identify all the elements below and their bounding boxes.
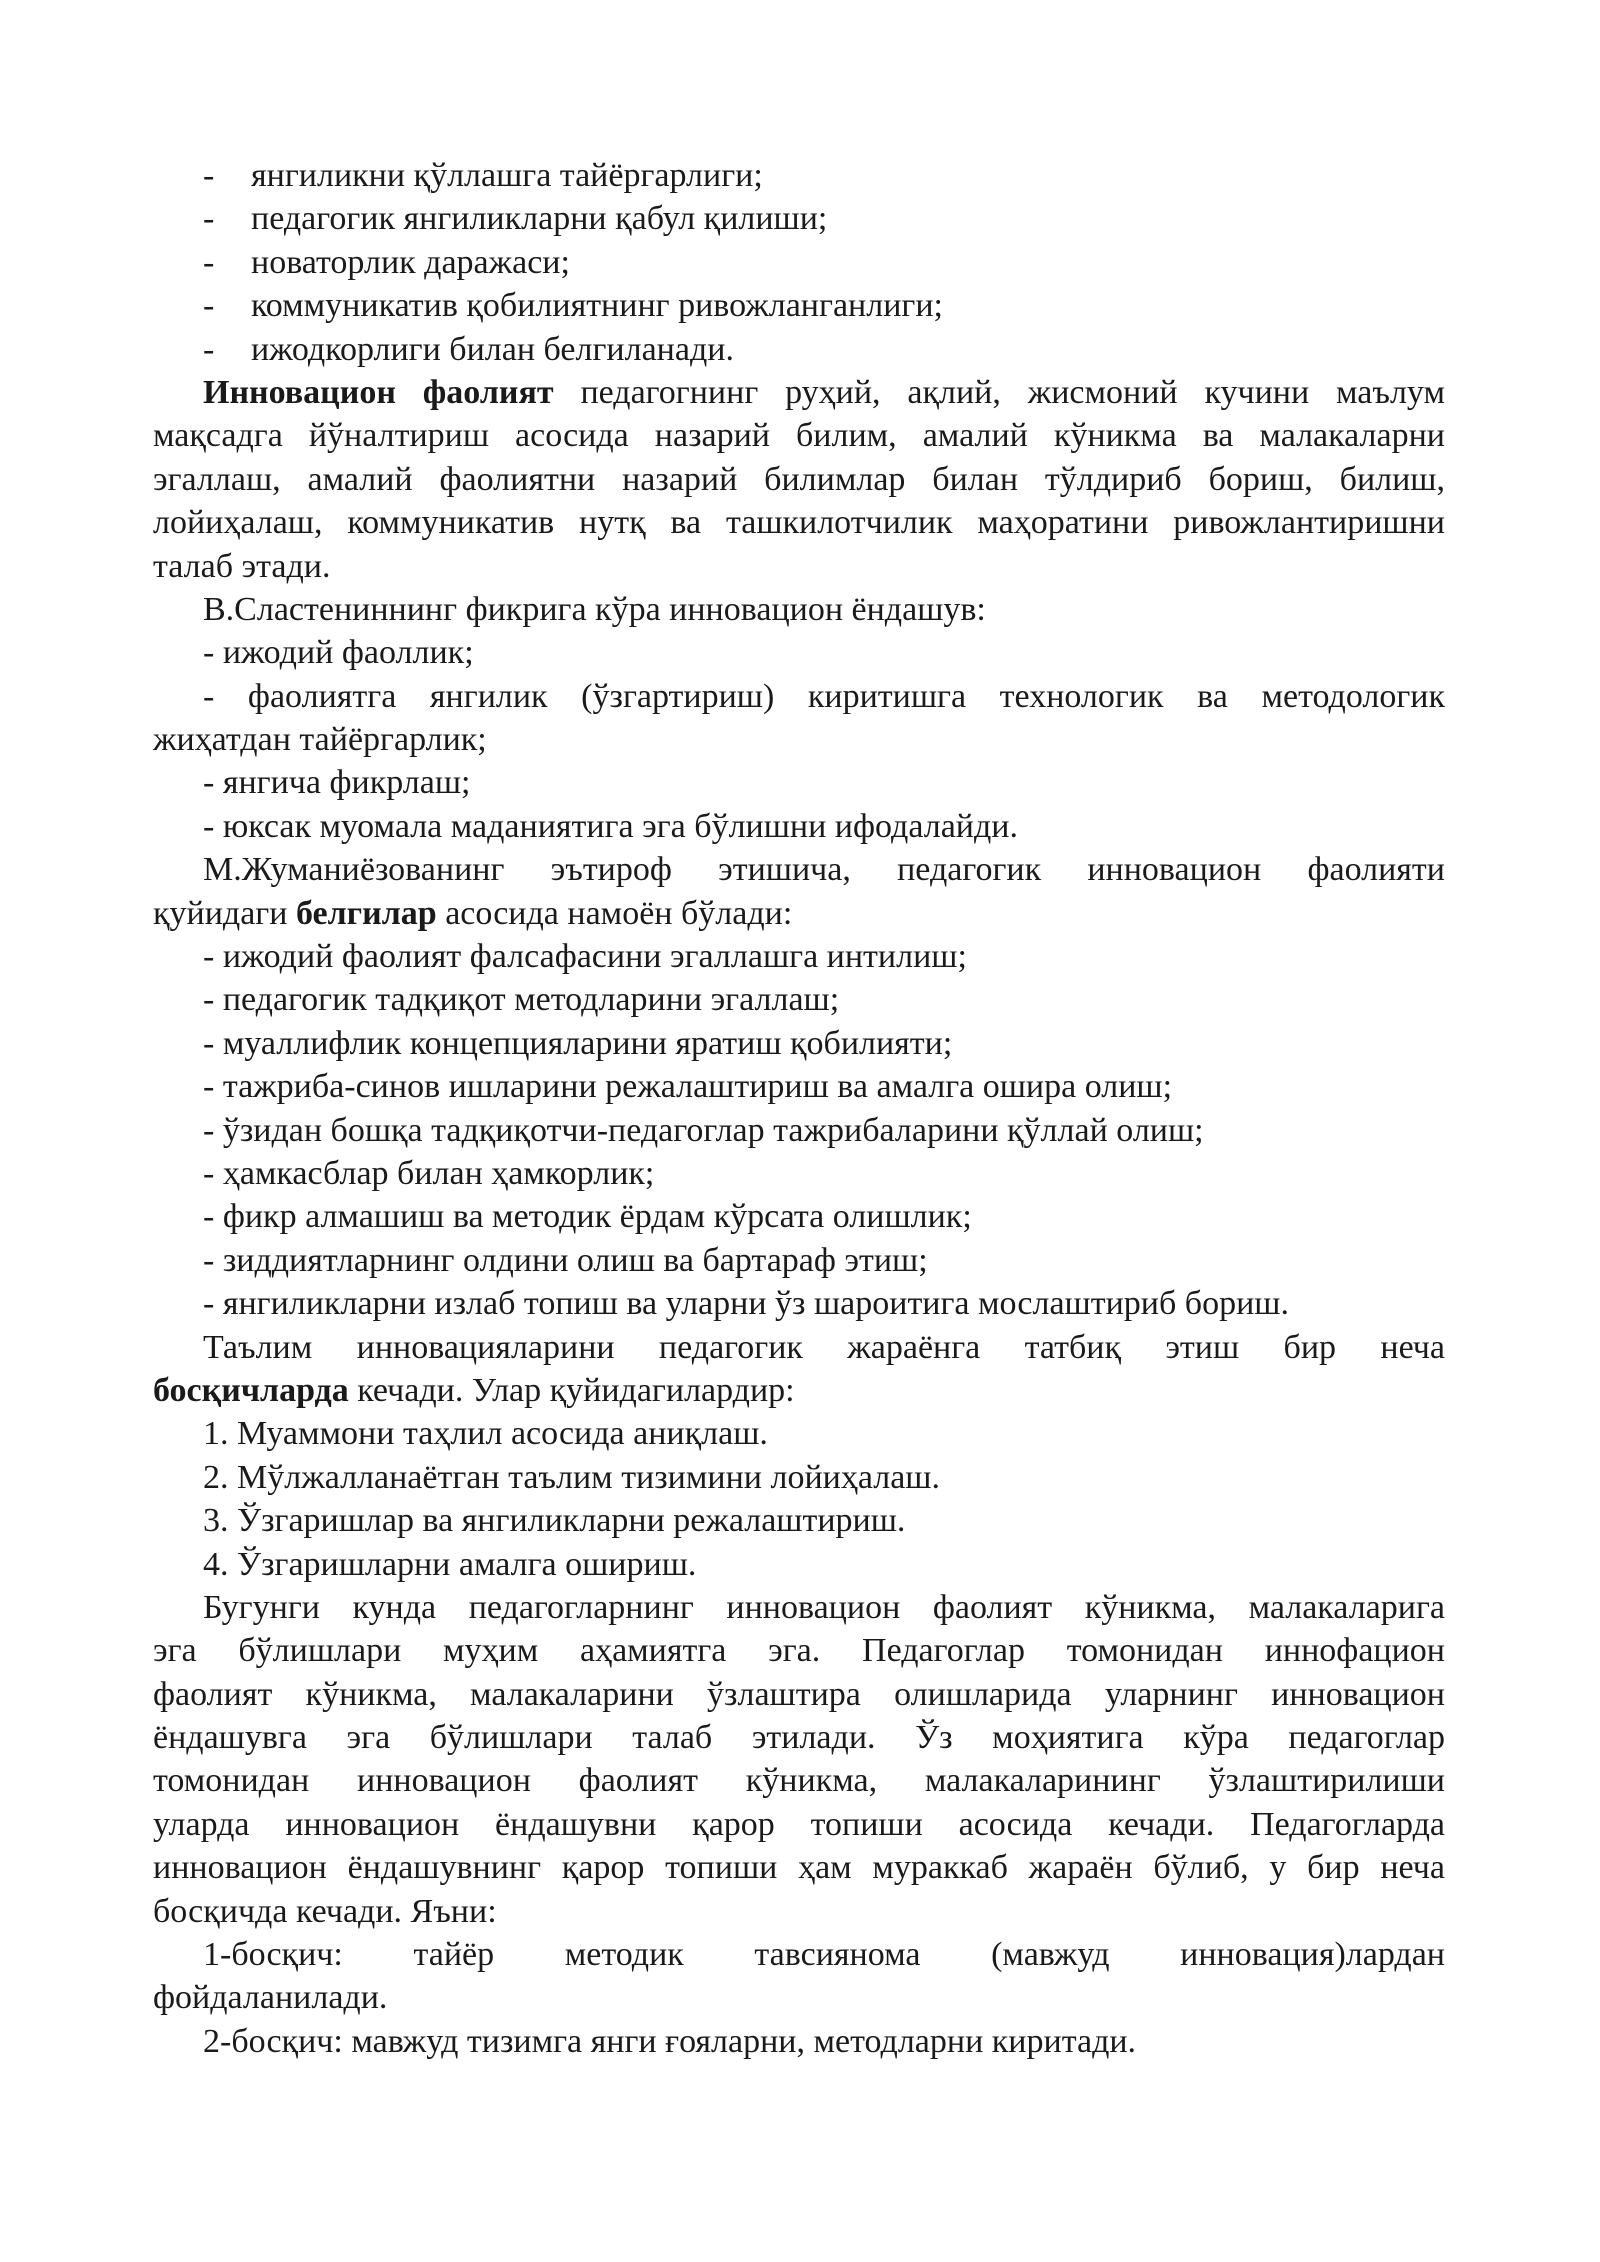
list-item: - янгича фикрлаш;	[203, 764, 471, 802]
list-item-text: ижодкорлиги билан белгиланади.	[251, 330, 734, 368]
list-item	[153, 154, 1445, 197]
paragraph-line: уларда инновацион ёндашувни қарор топиши асосида кечади. Педагогларда	[153, 1805, 1445, 1843]
paragraph-line: талаб этади.	[153, 547, 331, 585]
list-dash: -	[203, 287, 215, 325]
list-item: - фаолиятга янгилик (ўзгартириш) киритишга технологик ва методологик	[203, 677, 1445, 715]
list-dash: -	[203, 330, 215, 368]
paragraph-line: томонидан инновацион фаолият кўникма, малакаларининг ўзлаштирилиши	[153, 1762, 1445, 1800]
bold-term: босқичларда	[153, 1371, 349, 1409]
list-item: - юксак муомала маданиятига эга бўлишни ифодалайди.	[203, 807, 1018, 845]
numbered-item: 1. Муаммони таҳлил асосида аниқлаш.	[203, 1415, 768, 1453]
document-body	[153, 154, 1445, 2063]
paragraph-line: босқичларда кечади. Улар қуйидагилардир:	[153, 1371, 795, 1409]
list-item: - янгиликларни излаб топиш ва уларни ўз шароитига мослаштириб бориш.	[203, 1285, 1289, 1323]
list-item-text: новаторлик даражаси;	[251, 243, 570, 281]
paragraph-line: эгаллаш, амалий фаолиятни назарий билимлар билан тўлдириб бориш, билиш,	[153, 460, 1445, 498]
list-item: - муаллифлик концепцияларини яратиш қобилияти;	[203, 1024, 953, 1062]
paragraph-today	[153, 1586, 1445, 1933]
list-item-continuation: жиҳатдан тайёргарлик;	[153, 721, 487, 759]
list-item: - тажриба-синов ишларини режалаштириш ва амалга ошира олиш;	[203, 1068, 1173, 1106]
list-item: - ижодий фаолият фалсафасини эгаллашга интилиш;	[203, 938, 967, 976]
paragraph-line: 2-босқич: мавжуд тизимга янги ғояларни, методларни киритади.	[203, 2022, 1137, 2060]
list-item	[153, 241, 1445, 284]
paragraph-line: фойдаланилади.	[153, 1979, 388, 2017]
paragraph-line: лойиҳалаш, коммуникатив нутқ ва ташкилотчилик маҳоратини ривожлантиришни	[153, 504, 1445, 542]
paragraph-line: фаолият кўникма, малакаларини ўзлаштира олишларида уларнинг инновацион	[153, 1675, 1445, 1713]
list-item	[153, 328, 1445, 371]
paragraph-line: В.Сластениннинг фикрига кўра инновацион ёндашув:	[203, 590, 986, 628]
paragraph-slastenin	[153, 588, 1445, 848]
paragraph-stages	[153, 1326, 1445, 1586]
paragraph-line: қуйидаги белгилар асосида намоён бўлади:	[153, 894, 793, 932]
paragraph-line: 1-босқич: тайёр методик тавсиянома (мавжуд инновация)лардан	[203, 1936, 1445, 1974]
numbered-item: 4. Ўзгаришларни амалга ошириш.	[203, 1545, 697, 1583]
list-item: - фикр алмашиш ва методик ёрдам кўрсата олишлик;	[203, 1198, 972, 1236]
paragraph-steps	[153, 1933, 1445, 2063]
numbered-item: 3. Ўзгаришлар ва янгиликларни режалаштириш.	[203, 1502, 906, 1540]
list-item: - ўзидан бошқа тадқиқотчи-педагоглар тажрибаларини қўллай олиш;	[203, 1111, 1204, 1149]
paragraph-line: Инновацион фаолият педагогнинг руҳий, ақлий, жисмоний кучини маълум	[203, 373, 1446, 411]
list-item: - ижодий фаоллик;	[203, 634, 474, 672]
list-item	[153, 284, 1445, 327]
list-dash: -	[203, 243, 215, 281]
numbered-item: 2. Мўлжалланаётган таълим тизимини лойиҳалаш.	[203, 1458, 940, 1496]
list-item: - ҳамкасблар билан ҳамкорлик;	[203, 1154, 655, 1192]
paragraph-line: М.Жуманиёзованинг эътироф этишича, педагогик инновацион фаолияти	[203, 851, 1445, 889]
list-item: - педагогик тадқиқот методларини эгаллаш;	[203, 981, 840, 1019]
list-item-text: педагогик янгиликларни қабул қилиши;	[251, 200, 828, 238]
paragraph-line: Таълим инновацияларини педагогик жараёнга татбиқ этиш бир неча	[203, 1328, 1445, 1366]
paragraph-line: инновацион ёндашувнинг қарор топиши ҳам мураккаб жараён бўлиб, у бир неча	[153, 1849, 1445, 1887]
paragraph-innovative-activity	[153, 371, 1445, 588]
paragraph-line: Бугунги кунда педагогларнинг инновацион фаолият кўникма, малакаларига	[203, 1588, 1445, 1626]
list-dash: -	[203, 157, 215, 194]
paragraph-line: ёндашувга эга бўлишлари талаб этилади. Ўз моҳиятига кўра педагоглар	[153, 1719, 1445, 1757]
paragraph-line: босқичда кечади. Яъни:	[153, 1892, 497, 1930]
bold-term: белгилар	[295, 894, 437, 932]
list-dash: -	[203, 200, 215, 238]
list-item-text: янгиликни қўллашга тайёргарлиги;	[251, 157, 763, 194]
list-item: - зиддиятларнинг олдини олиш ва бартараф этиш;	[203, 1241, 928, 1279]
paragraph-jumaniyozova	[153, 848, 1445, 1325]
paragraph-line: эга бўлишлари муҳим аҳамиятга эга. Педагоглар томонидан иннофацион	[153, 1632, 1445, 1670]
list-item	[153, 197, 1445, 240]
list-item-text: коммуникатив қобилиятнинг ривожланганлиги;	[251, 287, 943, 325]
paragraph-line: мақсадга йўналтириш асосида назарий билим, амалий кўникма ва малакаларни	[153, 417, 1445, 455]
bold-term: Инновацион фаолият	[203, 373, 554, 411]
